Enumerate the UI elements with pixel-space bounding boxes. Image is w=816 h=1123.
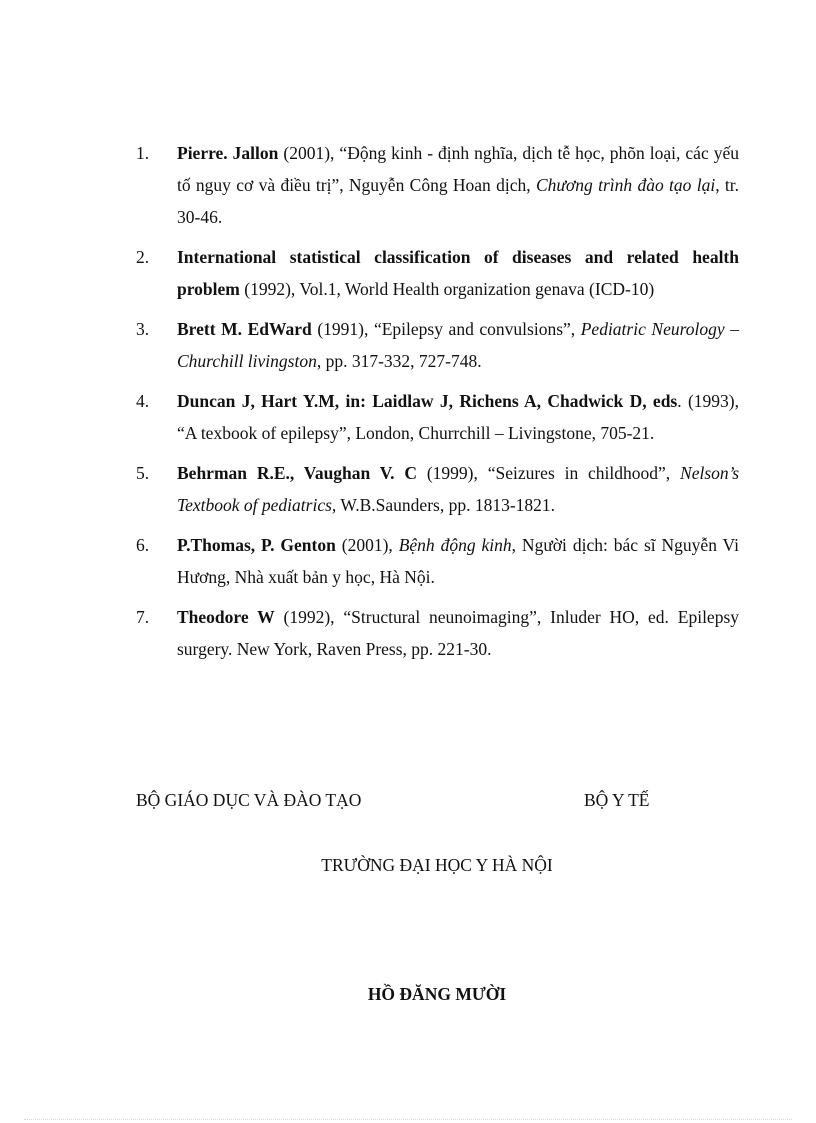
reference-number: 3.	[136, 319, 150, 339]
reference-details: (1999), “Seizures in childhood”,	[417, 463, 681, 483]
reference-details: (1992), Vol.1, World Health organization genava (ICD-10)	[239, 279, 655, 299]
reference-number: 4.	[136, 391, 150, 411]
reference-number: 2.	[136, 247, 150, 267]
reference-pages: , W.B.Saunders, pp. 1813-1821.	[331, 495, 556, 515]
reference-number: 1.	[136, 143, 150, 163]
reference-number: 7.	[136, 607, 150, 627]
reference-item	[136, 601, 739, 665]
reference-details: (2001),	[335, 535, 399, 555]
reference-authors: International statistical classification of diseases and related health problem	[177, 247, 739, 299]
reference-item	[136, 457, 739, 521]
author-name: HỒ ĐĂNG MƯỜI	[367, 984, 507, 1004]
reference-authors: Theodore W	[177, 607, 275, 627]
reference-text	[177, 143, 739, 227]
reference-text	[177, 319, 739, 371]
reference-authors: Duncan J, Hart Y.M, in: Laidlaw J, Richens A, Chadwick D, eds	[177, 391, 678, 411]
reference-text	[177, 607, 739, 659]
reference-source: Pediatric Neurology – Churchill livingston	[177, 319, 739, 371]
reference-details: (1992), “Structural neunoimaging”, Inluder HO, ed. Epilepsy surgery. New York, Raven Press, pp. 221-30.	[177, 607, 740, 659]
reference-list	[136, 137, 739, 673]
page-bottom-edge	[24, 1119, 792, 1120]
reference-number: 6.	[136, 535, 150, 555]
reference-text	[177, 535, 739, 587]
reference-text	[177, 391, 739, 443]
reference-pages: , tr. 30-46.	[177, 175, 739, 227]
reference-details: . (1993), “A texbook of epilepsy”, London, Churrchill – Livingstone, 705-21.	[177, 391, 740, 443]
reference-authors: Behrman R.E., Vaughan V. C	[177, 463, 418, 483]
reference-source: Chương trình đào tạo lại	[535, 175, 716, 195]
reference-authors: P.Thomas, P. Genton	[177, 535, 336, 555]
reference-number: 5.	[136, 463, 150, 483]
reference-pages: , Người dịch: bác sĩ Nguyễn Vi Hương, Nhà xuất bản y học, Hà Nội.	[177, 535, 739, 587]
reference-text	[177, 247, 739, 299]
reference-text	[177, 463, 739, 515]
reference-authors: Brett M. EdWard	[177, 319, 312, 339]
ministry-health-heading: BỘ Y TẾ	[584, 790, 650, 810]
reference-details: (1991), “Epilepsy and convulsions”,	[311, 319, 581, 339]
reference-item	[136, 241, 739, 305]
reference-source: Nelson’s Textbook of pediatrics	[177, 463, 740, 515]
university-name: TRƯỜNG ĐẠI HỌC Y HÀ NỘI	[321, 855, 553, 875]
reference-item	[136, 529, 739, 593]
reference-item	[136, 313, 739, 377]
reference-details: (2001), “Động kinh - định nghĩa, dịch tễ học, phõn loại, các yếu tố nguy cơ và điều trị”, Nguyễn Công Hoan dịch,	[177, 143, 739, 195]
reference-item	[136, 137, 739, 233]
ministry-education-heading: BỘ GIÁO DỤC VÀ ĐÀO TẠO	[136, 790, 362, 810]
reference-authors: Pierre. Jallon	[177, 143, 279, 163]
reference-pages: , pp. 317-332, 727-748.	[316, 351, 482, 371]
reference-item	[136, 385, 739, 449]
reference-source: Bệnh động kinh	[398, 535, 512, 555]
